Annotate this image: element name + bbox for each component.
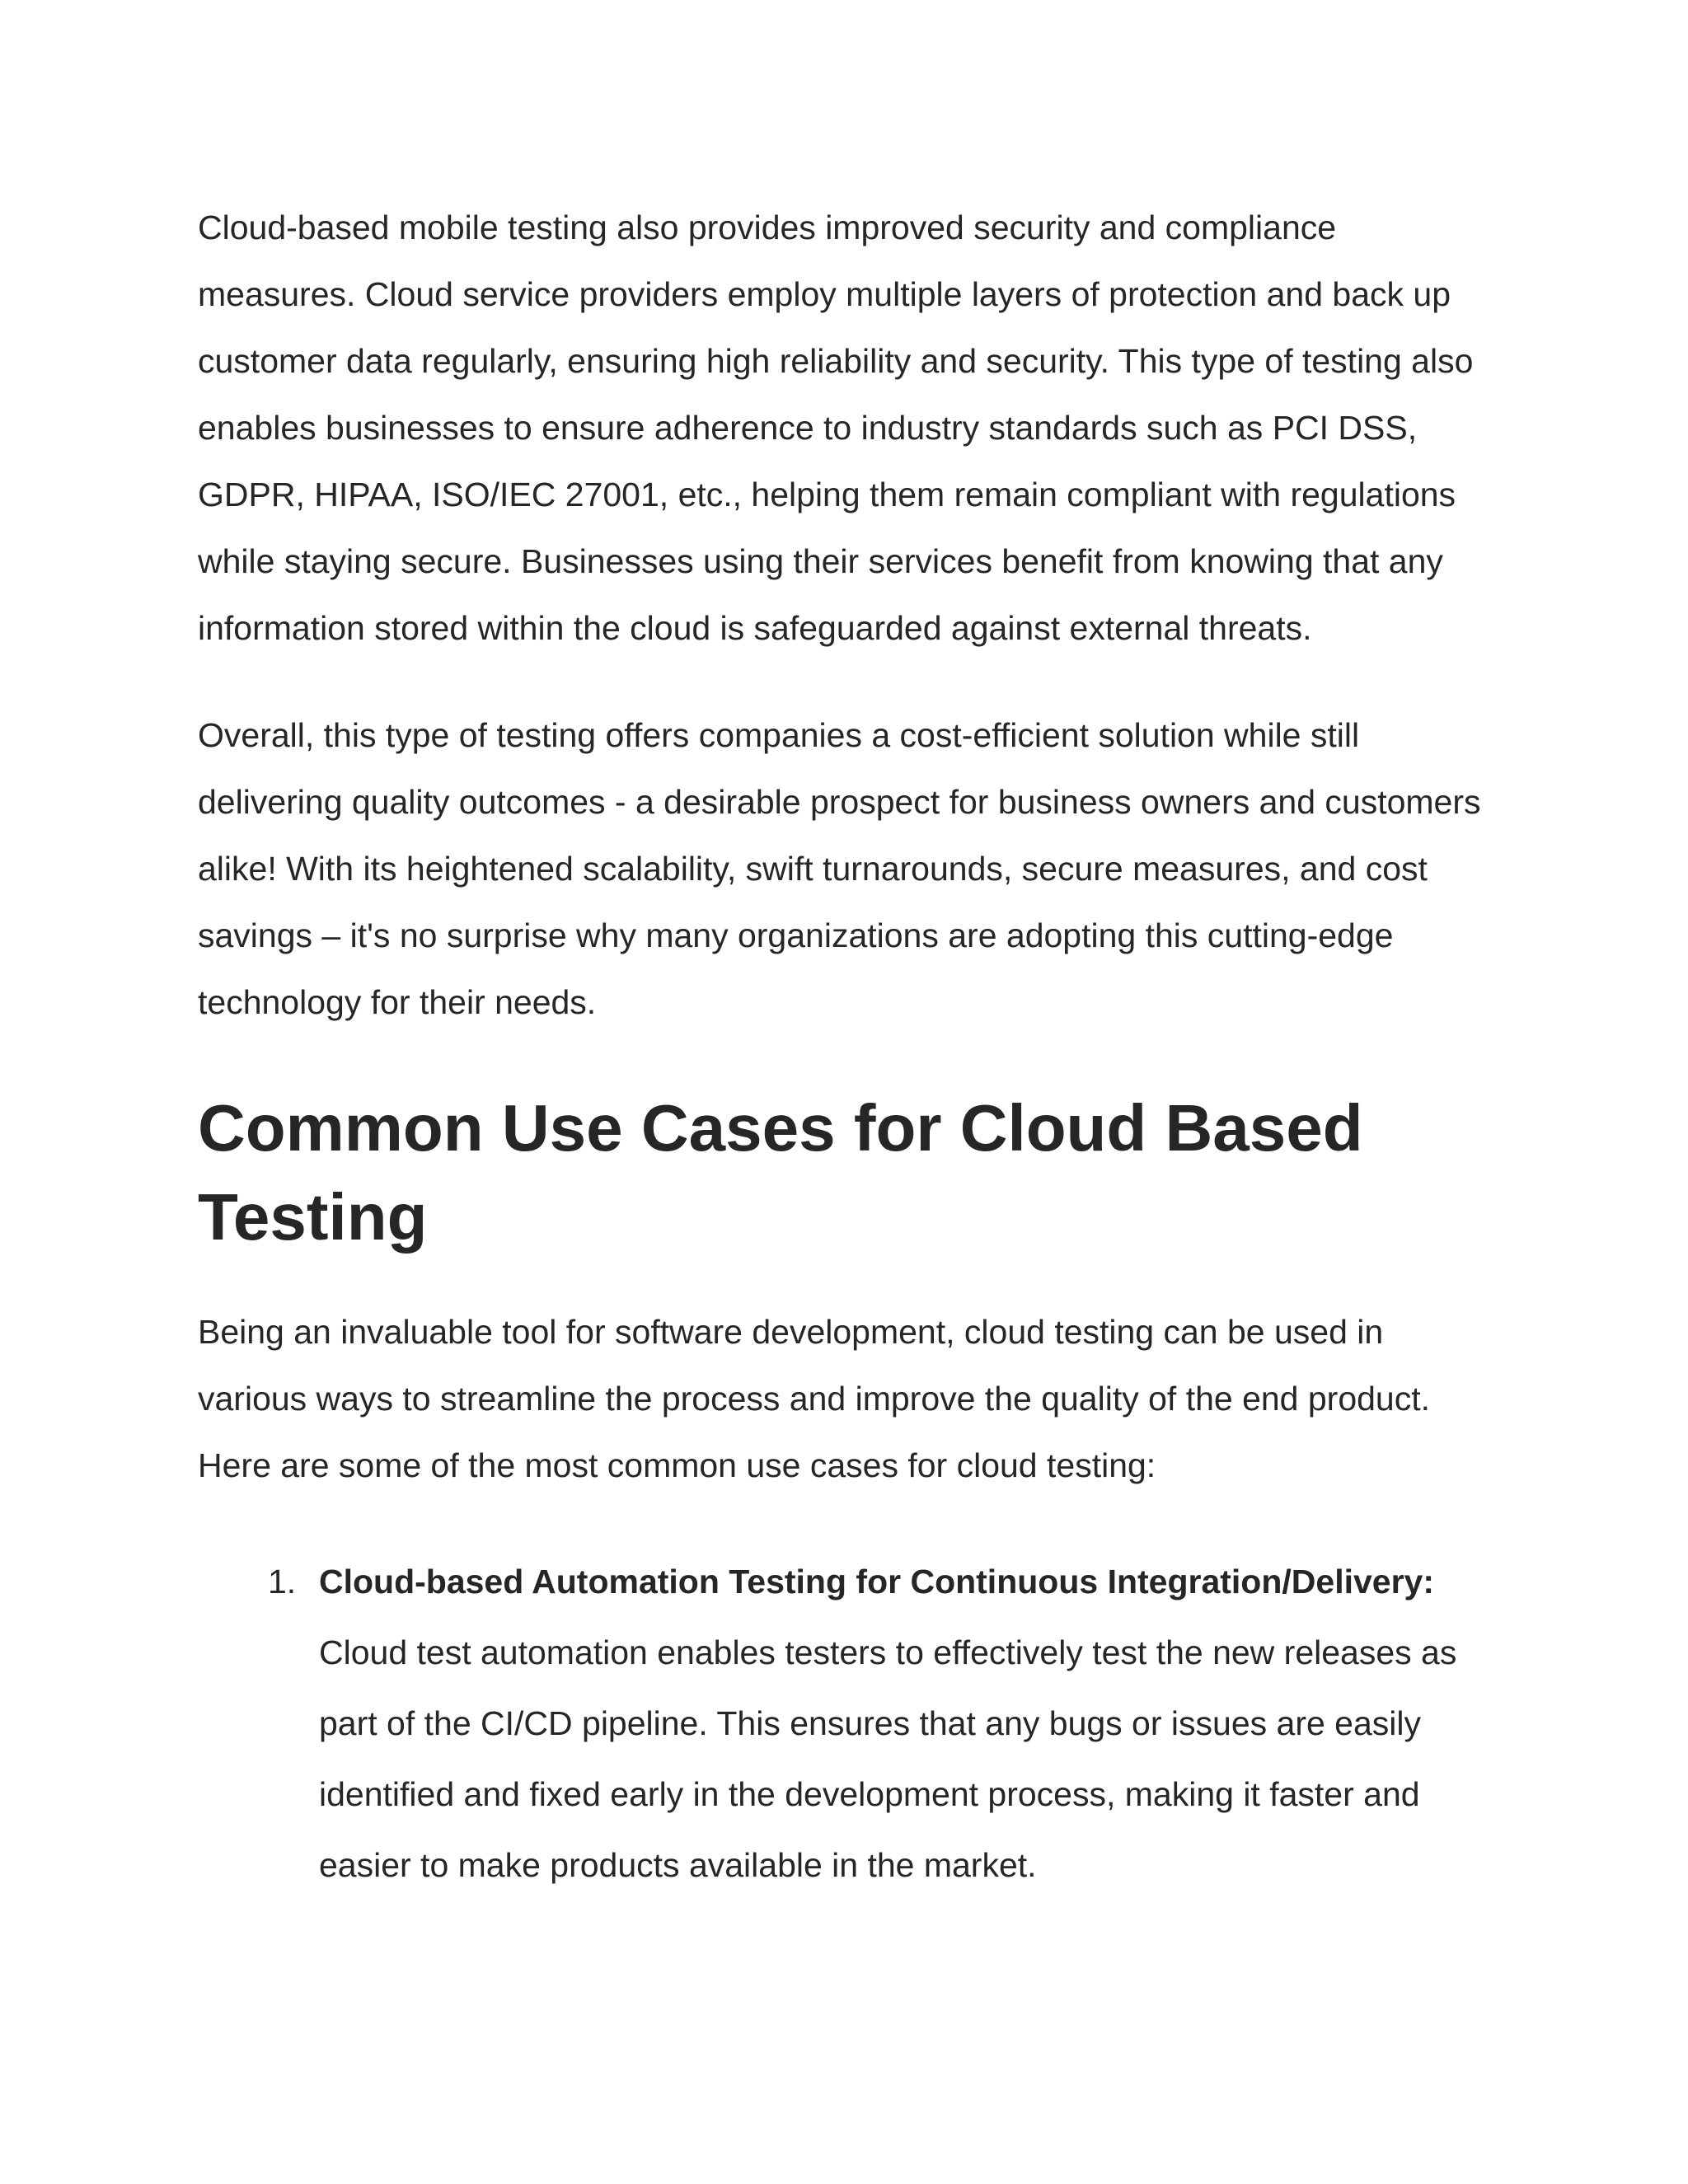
section-heading: Common Use Cases for Cloud Based Testing [198,1091,1363,1254]
use-case-list [198,1546,1492,1900]
document-content [198,194,1492,1900]
paragraph-security: Cloud-based mobile testing also provides improved security and compliance measures. Cloud service providers employ multiple layers of protection and back up customer data regularly, ensuring high reliability and security. This type of testing also enables businesses to ensure adherence to industry standards such as PCI DSS, GDPR, HIPAA, ISO/IEC 27001, etc., helping them remain compliant with regulations while staying secure. Businesses using their services benefit from knowing that any information stored within the cloud is safeguarded against external threats. [198,209,1474,647]
list-item-number: 1. [268,1563,297,1601]
list-item-title: Cloud-based Automation Testing for Continuous Integration/Delivery: [319,1563,1434,1601]
paragraph-overall: Overall, this type of testing offers companies a cost-efficient solution while still delivering quality outcomes - a desirable prospect for business owners and customers alike! With its heightened scalability, swift turnarounds, secure measures, and cost savings – it's no surprise why many organizations are adopting this cutting-edge technology for their needs. [198,716,1481,1021]
list-item-text: Cloud test automation enables testers to effectively test the new releases as part of the CI/CD pipeline. This ensures that any bugs or issues are easily identified and fixed early in the development process, making it faster and easier to make products available in the market. [319,1633,1457,1884]
list-item [198,1546,1492,1900]
section-intro: Being an invaluable tool for software development, cloud testing can be used in various ways to streamline the process and improve the quality of the end product. Here are some of the most common use cases for cloud testing: [198,1313,1431,1484]
